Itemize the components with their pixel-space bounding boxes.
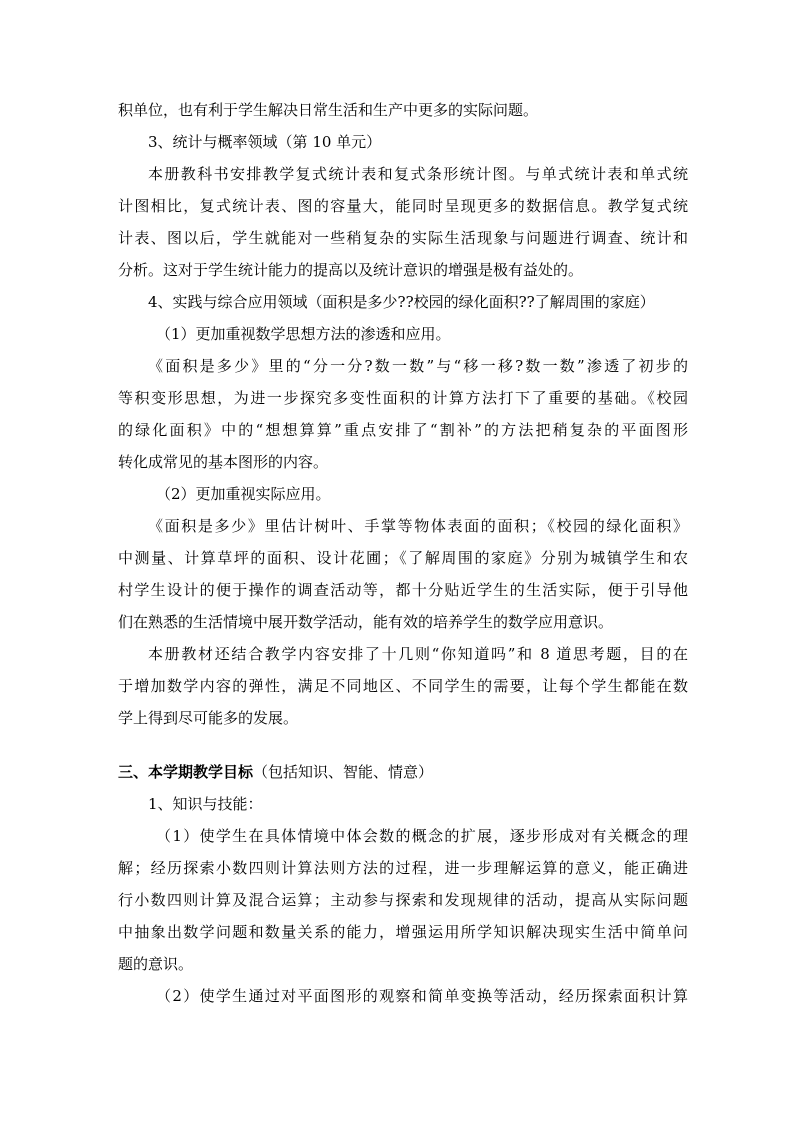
chapter-heading-note: （包括知识、智能、情意） (253, 763, 434, 781)
text-line: 学上得到尽可能多的发展。 (118, 709, 299, 727)
section-heading: 1、知识与技能： (148, 795, 263, 813)
text-line: 解；经历探索小数四则计算法则方法的过程，进一步理解运算的意义，能正确进 (118, 859, 688, 877)
text-line: 计图相比，复式统计表、图的容量大，能同时呈现更多的数据信息。教学复式统 (118, 197, 688, 215)
subheading: （2）更加重视实际应用。 (156, 485, 331, 503)
text-line: 题的意识。 (118, 955, 194, 973)
text-line: 本册教材还结合教学内容安排了十几则“你知道吗”和 8 道思考题，目的在 (148, 645, 688, 663)
text-line: 本册教科书安排教学复式统计表和复式条形统计图。与单式统计表和单式统 (148, 165, 688, 183)
text-line: 们在熟悉的生活情境中展开数学活动，能有效的培养学生的数学应用意识。 (118, 613, 614, 631)
chapter-heading-title: 三、本学期教学目标 (118, 763, 254, 781)
subheading: （1）更加重视数学思想方法的渗透和应用。 (156, 325, 451, 343)
text-line: 于增加数学内容的弹性，满足不同地区、不同学生的需要，让每个学生都能在数 (118, 677, 688, 695)
text-line: 中抽象出数学问题和数量关系的能力，增强运用所学知识解决现实生活中简单问 (118, 923, 688, 941)
text-line: 转化成常见的基本图形的内容。 (118, 453, 329, 471)
text-line: 积单位，也有利于学生解决日常生活和生产中更多的实际问题。 (118, 101, 539, 119)
chapter-heading (118, 760, 688, 784)
text-line: 《面积是多少》里的“分一分?数一数”与“移一移?数一数”渗透了初步的 (148, 357, 688, 375)
text-line: 中测量、计算草坪的面积、设计花圃；《了解周围的家庭》分别为城镇学生和农 (118, 549, 688, 567)
text-line: 村学生设计的便于操作的调查活动等，都十分贴近学生的生活实际，便于引导他 (118, 581, 688, 599)
section-heading: 3、统计与概率领域（第 10 单元） (148, 133, 382, 151)
text-line: （2）使学生通过对平面图形的观察和简单变换等活动，经历探索面积计算 (156, 987, 688, 1005)
text-line: 的绿化面积》中的“想想算算”重点安排了“割补”的方法把稍复杂的平面图形 (118, 421, 688, 439)
text-line: 计表、图以后，学生就能对一些稍复杂的实际生活现象与问题进行调查、统计和 (118, 229, 688, 247)
text-line: （1）使学生在具体情境中体会数的概念的扩展，逐步形成对有关概念的理 (156, 827, 688, 845)
text-line: 等积变形思想，为进一步探究多变性面积的计算方法打下了重要的基础。《校园 (118, 389, 688, 407)
text-line: 行小数四则计算及混合运算；主动参与探索和发现规律的活动，提高从实际问题 (118, 891, 688, 909)
text-line: 分析。这对于学生统计能力的提高以及统计意识的增强是极有益处的。 (118, 261, 584, 279)
text-line: 《面积是多少》里估计树叶、手掌等物体表面的面积；《校园的绿化面积》 (148, 517, 688, 535)
section-heading: 4、实践与综合应用领域（面积是多少??校园的绿化面积??了解周围的家庭） (148, 293, 655, 311)
